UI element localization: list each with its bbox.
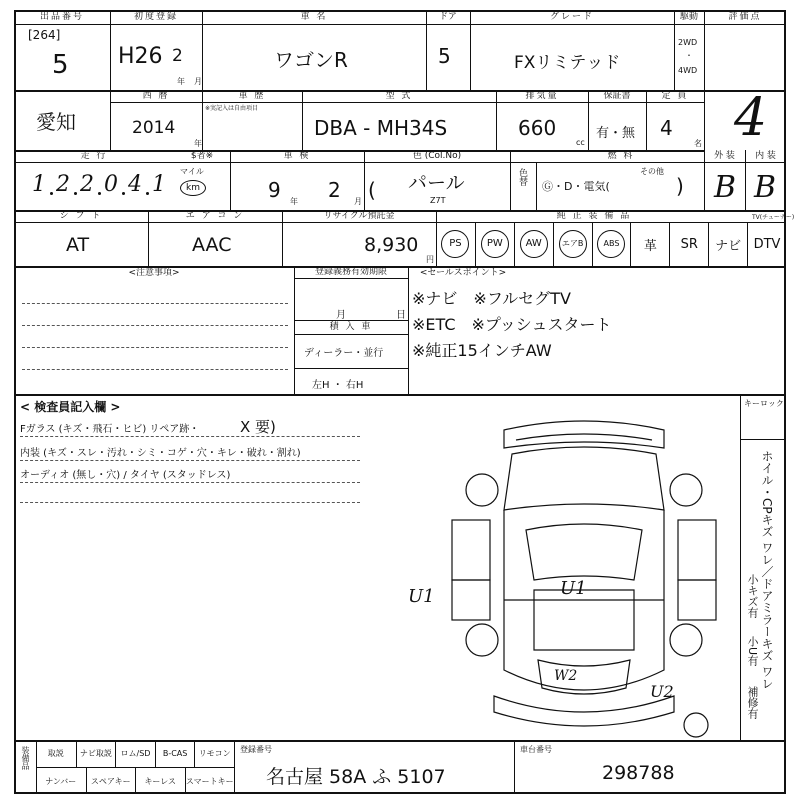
first-reg-era: H26 [118, 44, 163, 69]
year-unit: 年 [177, 77, 185, 86]
exterior-label: 外 装 [714, 151, 735, 161]
model-name: ワゴンR [274, 48, 348, 72]
equipment-item [592, 222, 631, 266]
inspection-month: 2 [328, 178, 341, 202]
footer-col-label: 装備品 [21, 746, 30, 770]
exterior-grade: B [714, 170, 737, 205]
key-lock-label: キーロック [744, 399, 784, 408]
equipment-label: PS [441, 230, 469, 258]
mileage-label: 走 行 [80, 151, 108, 161]
drive-label: 駆動 [679, 12, 698, 22]
reg-month-unit: 月 [336, 310, 346, 321]
fuel-other-label: その他 [640, 167, 664, 176]
meter-label: $者※ [190, 151, 214, 161]
inspector-line-glass: Fガラス (キズ・飛石・ヒビ) リペア跡・ [20, 424, 200, 435]
mileage-digits [32, 170, 182, 204]
footer-item: 取説 [47, 749, 64, 758]
footer-item: キーレス [135, 767, 185, 794]
equipment-label: DTV [753, 236, 781, 252]
recycle-value: 8,930 [364, 234, 419, 256]
lot-number: 5 [52, 50, 69, 80]
mileage-digit: 1 [152, 172, 166, 197]
drive-dot: ・ [685, 51, 693, 60]
inspection-label: 車 検 [283, 151, 311, 161]
footer-item: ロム/SD [115, 740, 155, 767]
color-change-label: 色替 [517, 168, 527, 186]
grade-label: グレード [549, 12, 594, 22]
chassis-number: 298788 [602, 762, 675, 784]
fuel-close: ) [676, 174, 684, 198]
equipment-label: AW [520, 230, 548, 258]
equipment-label: エアB [559, 230, 587, 258]
digit-separator [50, 192, 53, 195]
reg-day-unit: 日 [396, 310, 406, 321]
model-label: 車 名 [300, 12, 328, 22]
dealer-label: ディーラー・並行 [304, 348, 384, 359]
reg-validity-label: 登録義務有効期限 [314, 267, 387, 277]
interior-grade: B [754, 170, 777, 205]
equipment-item [747, 222, 786, 266]
equipment-item [475, 222, 514, 266]
inspection-year: 9 [268, 178, 281, 202]
capacity-value: 4 [660, 116, 673, 140]
inspector-line-interior: 内装 (キズ・スレ・汚れ・シミ・コゲ・穴・キレ・破れ・割れ) [20, 448, 301, 459]
handle-label: 左H ・ 右H [312, 380, 364, 391]
equipment-label: 革 [643, 238, 657, 254]
auction-sheet [14, 10, 795, 794]
displacement: 660 [518, 116, 557, 140]
footer-item: スマートキー [185, 767, 235, 794]
grade-value: FXリミテッド [514, 53, 621, 73]
region: 愛知 [36, 110, 76, 134]
capacity-label: 定 員 [661, 91, 689, 101]
inspector-title: < 検査員記入欄 > [20, 400, 121, 414]
drive-2wd: 2WD [678, 38, 698, 47]
fuel-options: Ⓖ・D・電気( [542, 180, 610, 193]
mileage-digit: 1 [32, 172, 46, 197]
year-value: 2014 [132, 118, 176, 138]
tuner-label: TV(チューナー) [752, 214, 795, 221]
footer-item: ナビ取説 [76, 740, 116, 767]
mile-label: マイル [180, 167, 204, 176]
inspector-line-audio: オーディオ (無し・穴) / タイヤ (スタッドレス) [20, 470, 231, 481]
side-note-1: 小キズ有 [746, 574, 759, 618]
warranty-value: 有・無 [596, 126, 636, 141]
chassis-label: 車台番号 [520, 745, 552, 754]
side-note-3: 補修有 [746, 686, 759, 719]
color-open: ( [368, 178, 376, 202]
digit-separator [98, 192, 101, 195]
side-label: ホイル・CPキズ ワレ／ドアミラーキズ ワレ [760, 450, 774, 690]
equipment-item [553, 222, 592, 266]
inspection-month-unit: 月 [354, 197, 362, 206]
interior-label: 内 装 [755, 151, 776, 161]
km-circle: km [180, 180, 206, 196]
equipment-item [436, 222, 475, 266]
ac-label: エ ア コ ン [185, 211, 245, 221]
equipment-item [708, 222, 747, 266]
equipment-item [669, 222, 708, 266]
plate-number: 名古屋 58A ふ 5107 [266, 766, 446, 788]
sales-point-3: ※純正15インチAW [412, 341, 552, 360]
score-value: 4 [734, 88, 768, 148]
month-unit: 月 [194, 77, 202, 86]
year-unit-2: 年 [194, 139, 202, 148]
footer-item: ナンバー [36, 767, 86, 794]
equipment-label: 純 正 装 備 品 [556, 211, 632, 221]
doors-value: 5 [438, 44, 451, 68]
lot-label: 出品番号 [39, 12, 84, 22]
mileage-digit: 2 [56, 172, 70, 197]
damage-mark-left-door: U1 [408, 586, 435, 607]
footer-items [36, 740, 234, 794]
fuel-label: 燃 料 [607, 151, 635, 161]
type-code: DBA - MH34S [314, 116, 448, 140]
cc-unit: cc [576, 138, 585, 147]
plate-label: 登録番号 [240, 745, 272, 754]
sales-point-1: ※ナビ ※フルセグTV [412, 289, 571, 308]
footer-item: B-CAS [155, 740, 195, 767]
side-note-2: 小U有 [746, 636, 759, 667]
history-note: ※実記入は自由項目 [205, 105, 259, 112]
lot-bracket: [264] [28, 28, 61, 42]
yen-unit: 円 [426, 255, 434, 264]
capacity-unit: 名 [694, 139, 702, 148]
color-code: Z7T [430, 196, 446, 205]
type-label: 型 式 [385, 91, 413, 101]
warranty-label: 保証書 [603, 91, 631, 101]
first-reg-month: 2 [172, 46, 183, 66]
equipment-label: ABS [597, 230, 625, 258]
ac-value: AAC [192, 234, 232, 256]
car-diagram [434, 410, 734, 740]
drive-4wd: 4WD [678, 66, 698, 75]
first-reg-label: 初度登録 [133, 12, 178, 22]
glass-repair-mark: X 要) [240, 418, 276, 436]
digit-separator [74, 192, 77, 195]
mileage-digit: 0 [104, 172, 118, 197]
sales-point-2: ※ETC ※プッシュスタート [412, 315, 612, 334]
caution-label: <注意事項> [128, 268, 180, 278]
mileage-digit: 2 [80, 172, 94, 197]
footer-item: スペアキー [86, 767, 136, 794]
loading-label: 積 入 車 [329, 322, 373, 332]
digit-separator [122, 192, 125, 195]
inspection-year-unit: 年 [290, 197, 298, 206]
year-label: 西 暦 [142, 91, 170, 101]
equipment-label: PW [481, 230, 509, 258]
equipment-label: ナビ [715, 238, 742, 254]
equipment-label: SR [680, 236, 698, 252]
equipment-grid [436, 222, 786, 266]
shift-label: シ フ ト [59, 211, 103, 221]
digit-separator [146, 192, 149, 195]
score-label: 評価点 [728, 12, 762, 22]
recycle-label: リサイクル預託金 [323, 211, 395, 221]
displacement-label: 排気量 [525, 91, 559, 101]
history-label: 車 歴 [238, 91, 266, 101]
doors-label: ドア [439, 12, 457, 22]
damage-mark-right-rear: U2 [650, 682, 674, 701]
color-label: 色 (Col.No) [412, 151, 462, 161]
shift-value: AT [66, 234, 90, 256]
damage-mark-rear: W2 [554, 668, 578, 684]
sales-label: <セールスポイント> [419, 268, 507, 278]
damage-mark-roof: U1 [560, 578, 587, 599]
footer-item: リモコン [194, 740, 234, 767]
color-name: パール [408, 172, 465, 194]
mileage-digit: 4 [128, 172, 142, 197]
equipment-item [514, 222, 553, 266]
equipment-item [630, 222, 669, 266]
